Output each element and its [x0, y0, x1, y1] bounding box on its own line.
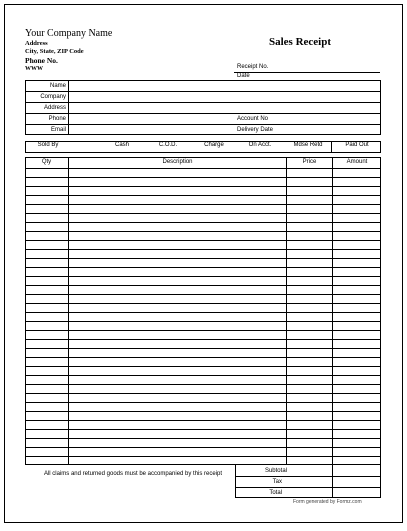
item-row-line — [25, 222, 381, 223]
item-row-line — [25, 384, 381, 385]
mdse-retd-label: Mdse Retd — [293, 142, 323, 148]
paid-out-label: Paid Out — [345, 142, 369, 148]
item-row-line — [25, 168, 381, 169]
total-label: Total — [269, 490, 282, 496]
receipt-no-label: Receipt No. — [237, 64, 269, 70]
phone-label: Phone — [48, 116, 66, 122]
delivery-date-label: Delivery Date — [237, 127, 274, 133]
item-row-line — [25, 177, 381, 178]
item-row-line — [25, 330, 381, 331]
item-row-line — [25, 447, 381, 448]
date-label: Date — [237, 73, 250, 79]
company-city-state-zip: City, State, ZIP Code — [25, 48, 84, 55]
charge-label: Charge — [204, 142, 224, 148]
item-row-line — [25, 213, 381, 214]
cash-label: Cash — [114, 142, 129, 148]
tax-label: Tax — [272, 479, 282, 485]
item-row-line — [25, 366, 381, 367]
customer-box — [25, 80, 381, 135]
receipt-no-line — [234, 72, 380, 73]
item-row-line — [25, 393, 381, 394]
item-row-line — [25, 357, 381, 358]
on-acct-label: On Acct. — [248, 142, 272, 148]
item-row-line — [25, 240, 381, 241]
account-no-label: Account No — [237, 116, 269, 122]
item-row-line — [25, 456, 381, 457]
description-header: Description — [162, 159, 193, 165]
price-header: Price — [302, 159, 317, 165]
email-label: Email — [50, 127, 66, 133]
item-row-line — [25, 321, 381, 322]
amount-header: Amount — [346, 159, 368, 165]
footer-credit: Form generated by Formz.com — [293, 499, 362, 505]
item-row-line — [25, 267, 381, 268]
item-row-line — [25, 348, 381, 349]
item-row-line — [25, 204, 381, 205]
disclaimer: All claims and returned goods must be accompanied by this receipt — [43, 471, 223, 477]
item-row-line — [25, 375, 381, 376]
company-web: WWW — [25, 66, 43, 72]
company-name: Your Company Name — [25, 28, 113, 39]
company-address: Address — [25, 40, 48, 47]
item-row-line — [25, 303, 381, 304]
item-row-line — [25, 231, 381, 232]
address-label: Address — [43, 105, 66, 111]
sold-by-label: Sold By — [37, 142, 59, 148]
item-row-line — [25, 258, 381, 259]
item-row-line — [25, 438, 381, 439]
cod-label: C.O.D. — [158, 142, 178, 148]
form-title: Sales Receipt — [269, 36, 332, 48]
item-row-line — [25, 402, 381, 403]
item-row-line — [25, 249, 381, 250]
item-row-line — [25, 411, 381, 412]
item-row-line — [25, 195, 381, 196]
item-row-line — [25, 276, 381, 277]
company-label: Company — [40, 94, 66, 100]
company-phone: Phone No. — [25, 56, 58, 65]
item-row-line — [25, 429, 381, 430]
receipt-form — [4, 4, 403, 523]
customer-label-divider — [68, 80, 69, 135]
subtotal-label: Subtotal — [264, 468, 287, 474]
item-row-line — [25, 312, 381, 313]
qty-header: Qty — [41, 159, 52, 165]
item-row-line — [25, 339, 381, 340]
item-row-line — [25, 285, 381, 286]
item-row-line — [25, 186, 381, 187]
item-row-line — [25, 294, 381, 295]
name-label: Name — [49, 83, 66, 89]
item-row-line — [25, 420, 381, 421]
